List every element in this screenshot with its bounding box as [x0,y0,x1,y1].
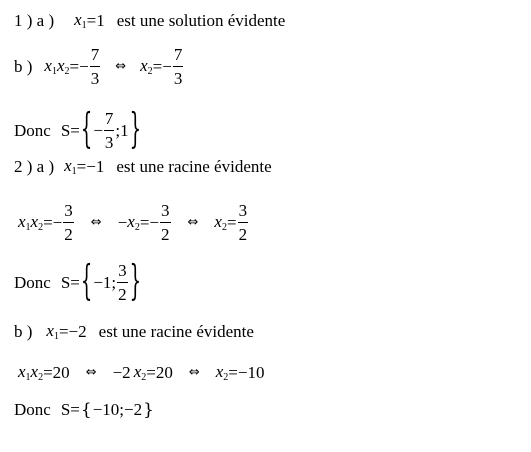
var-x2: $x_2$ [140,56,153,77]
line-1b [14,46,184,87]
right-brace: } [129,105,142,154]
fraction-3-2-set: $\frac{3}{2}$ [118,261,127,304]
set-label: S= [60,272,80,292]
separator: ; [111,272,117,292]
coefficient: −2 [112,362,131,382]
eq-minus: =− [69,56,89,76]
label-2a: 2 ) a ) [14,156,55,176]
var-x2-result: $x_2$ [215,362,229,383]
set-label: S= [60,120,80,140]
line-1-donc [14,105,142,154]
eq-minus-2: =− [152,56,172,76]
equivalence-arrow-2: ⇔ [188,365,200,380]
line-2b-donc [14,400,155,420]
eq-minus: =− [43,212,63,232]
fraction-3-2-result: $\frac{3}{2}$ [238,201,248,244]
label-1b: b ) [14,56,33,76]
product-x1x2: $x_1x_2$ [18,362,44,383]
label-2b: b ) [14,321,33,341]
line-2b [14,321,254,342]
minus-sign: − [93,120,103,140]
product-x1x2: $x_1x_2$ [44,56,70,77]
line-2a-eq [18,202,249,243]
donc-label: Donc [14,400,51,419]
donc-label: Donc [14,120,51,140]
eq-sign: = [226,212,237,232]
right-brace: } [129,257,142,306]
statement-text: est une racine évidente [98,321,254,341]
eq-result: =−10 [228,362,265,382]
set-label: S= [60,400,80,419]
left-brace: { [80,105,93,154]
fraction-3-2-b: $\frac{3}{2}$ [161,201,170,244]
statement-text: est une solution évidente [116,10,286,30]
var-x1: $x_1$ [46,321,59,342]
product-x1x2: $x_1x_2$ [18,212,44,233]
fraction-7-3-result: $\frac{7}{3}$ [173,45,183,88]
line-2a [14,156,272,177]
var-x2-result: $x_2$ [214,212,227,233]
right-brace: } [143,400,154,420]
eq-value: =20 [43,362,70,382]
separator: ; [115,120,121,140]
eq-value: =1 [86,10,105,30]
eq-value: =−2 [58,321,87,341]
equivalence-arrow-2: ⇔ [187,215,199,230]
set-content: −10;−2 [92,400,143,419]
fraction-7-3-set: $\frac{7}{3}$ [104,109,114,152]
line-2b-eq [18,362,264,383]
left-brace: { [80,257,93,306]
label-1a: 1 ) a ) [14,10,55,30]
line-2a-donc [14,257,142,306]
equivalence-arrow: ⇔ [90,215,102,230]
line-1a [14,10,285,31]
donc-label: Donc [14,272,51,292]
var-x1: $x_1$ [74,10,87,31]
set-element-1: 1 [120,120,129,140]
eq-minus-2: =− [139,212,160,232]
left-brace: { [80,400,92,420]
var-x2: $x_2$ [127,212,140,233]
var-x1: $x_1$ [64,156,77,177]
fraction-7-3: $\frac{7}{3}$ [90,45,100,88]
eq-value: =−1 [76,156,105,176]
fraction-3-2: $\frac{3}{2}$ [64,201,73,244]
eq-value-2: =20 [146,362,173,382]
equivalence-arrow: ⇔ [115,59,127,74]
statement-text: est une racine évidente [116,156,272,176]
set-element-1: −1 [93,272,112,292]
equivalence-arrow: ⇔ [85,365,97,380]
var-x2: $x_2$ [133,362,147,383]
negation: − [117,212,128,232]
